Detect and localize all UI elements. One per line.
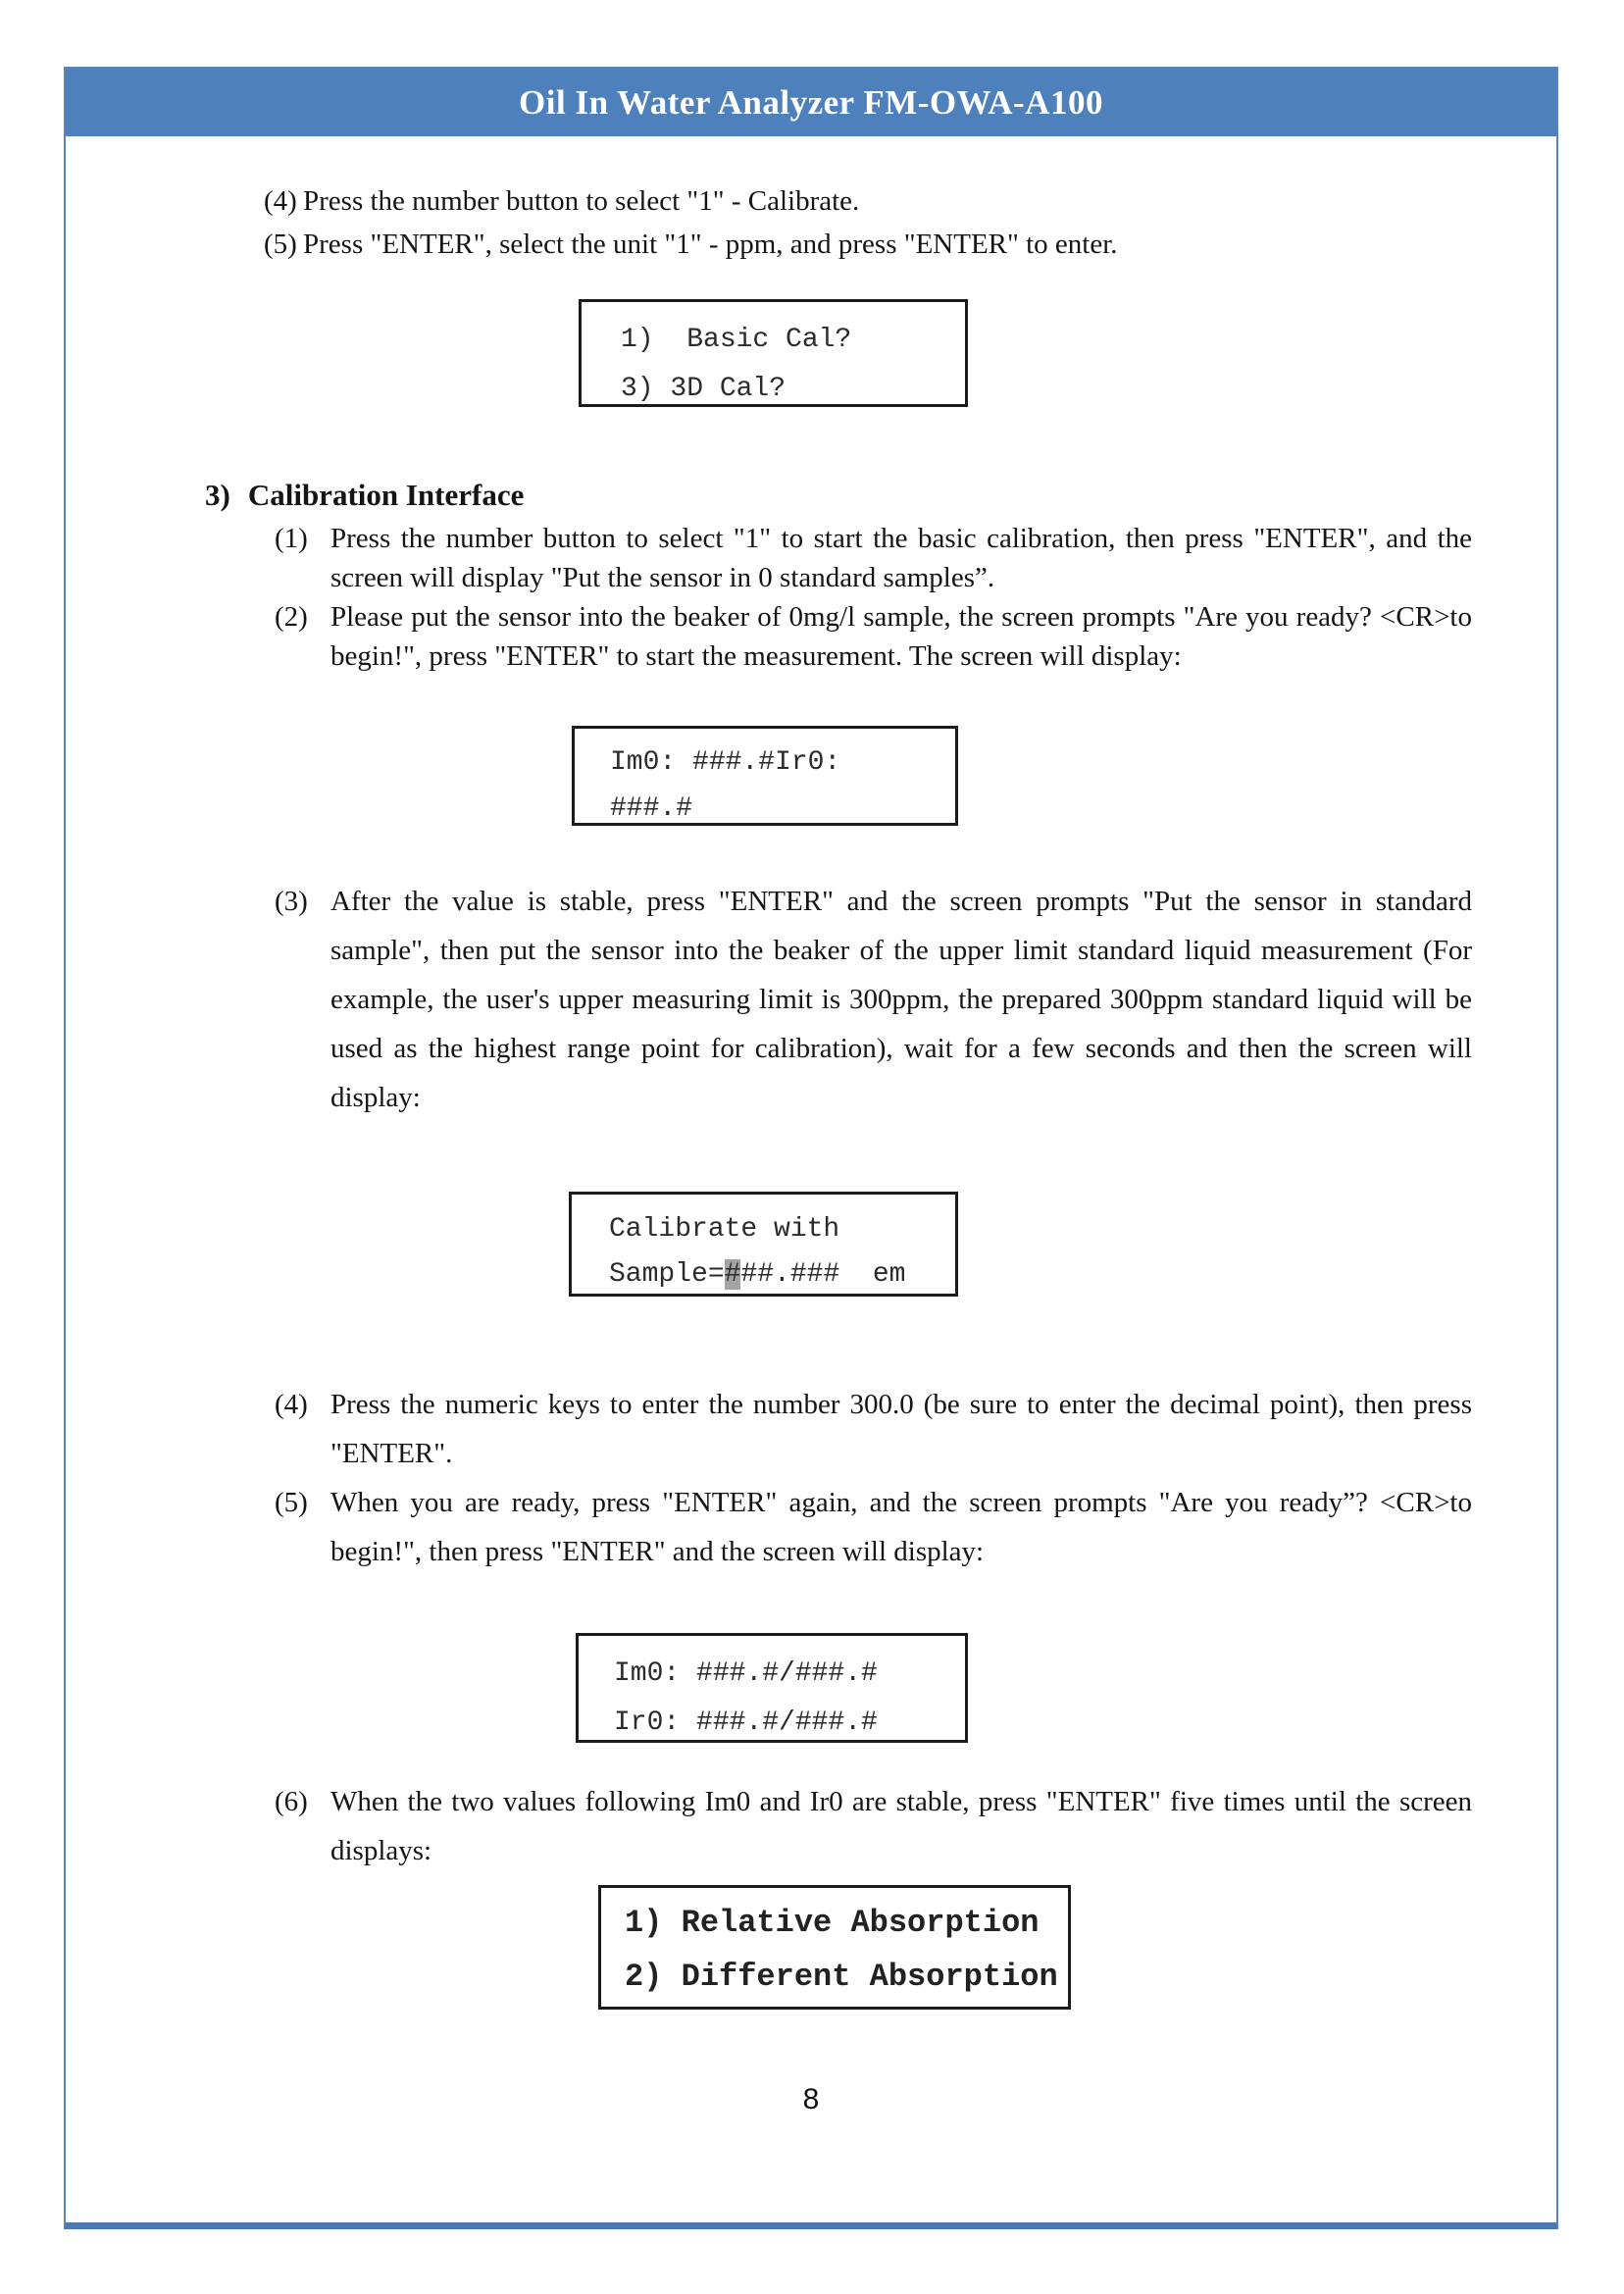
screen-line: Im0: ###.#Ir0:: [610, 747, 841, 778]
section-heading: [66, 478, 1556, 513]
list-item: [66, 179, 1556, 223]
screen-line: [609, 1252, 955, 1298]
screen-line: Im0: ###.#/###.#: [614, 1658, 878, 1689]
page-frame: [64, 67, 1558, 2229]
section-title: Calibration Interface: [247, 478, 525, 512]
page-title: Oil In Water Analyzer FM-OWA-A100: [519, 83, 1103, 122]
page-number: 8: [802, 2083, 820, 2116]
step-item: [66, 1478, 1556, 1576]
screen-line: 1) Relative Absorption: [625, 1905, 1040, 1941]
step-item: [66, 1380, 1556, 1478]
header-bar: [66, 69, 1556, 136]
lcd-screen-im0-ir0: [572, 726, 958, 826]
item-number: (4): [264, 185, 297, 217]
sample-prefix: Sample=: [609, 1259, 725, 1290]
list-item: [66, 223, 1556, 266]
item-text: Press the numeric keys to enter the number 300.0 (be sure to enter the decimal point), then press "ENTER".: [330, 1389, 1472, 1469]
lcd-screen-im0-ir0-ratio: [576, 1633, 968, 1743]
screen-line: Calibrate with: [609, 1214, 840, 1245]
lcd-screen-calibrate-with: [569, 1192, 958, 1297]
item-number: (6): [275, 1786, 308, 1817]
cursor-highlight: #: [724, 1259, 741, 1290]
item-text: Press "ENTER", select the unit "1" - ppm, and press "ENTER" to enter.: [303, 229, 1118, 260]
item-number: (2): [275, 601, 308, 633]
section-number: 3): [205, 478, 230, 512]
item-text: When you are ready, press "ENTER" again, and the screen prompts "Are you ready”? <CR>to begin!", then press "ENTER" and the screen will display:: [330, 1487, 1472, 1567]
item-number: (5): [275, 1487, 308, 1518]
item-text: Please put the sensor into the beaker of 0mg/l sample, the screen prompts "Are you ready? <CR>to begin!", press "ENTER" to start the measurement. The screen will display:: [330, 601, 1472, 672]
sample-suffix: ##.### em: [740, 1259, 906, 1290]
item-text: Press the number button to select "1" to start the basic calibration, then press "ENTER", and the screen will display "Put the sensor in 0 standard samples”.: [330, 523, 1472, 593]
step-item: [66, 877, 1556, 1171]
item-number: (4): [275, 1389, 308, 1420]
step-item: [66, 519, 1556, 597]
intro-list: [66, 179, 1556, 266]
screen-line: ###.#: [610, 793, 693, 824]
item-number: (1): [275, 523, 308, 554]
screen-line: 2) Different Absorption: [625, 1959, 1058, 1995]
step-item: [66, 597, 1556, 715]
screen-line: Ir0: ###.#/###.#: [614, 1708, 878, 1738]
lcd-screen-basic-cal: [579, 299, 968, 407]
lcd-screen-absorption-menu: [598, 1885, 1071, 2010]
item-text: When the two values following Im0 and Ir0 are stable, press "ENTER" five times until the screen displays:: [330, 1786, 1472, 1866]
screen-line: 3) 3D Cal?: [621, 374, 787, 404]
item-number: (3): [275, 886, 308, 917]
step-item: [66, 1777, 1556, 1875]
item-text: After the value is stable, press "ENTER" and the screen prompts "Put the sensor in standard sample", then put the sensor into the beaker of the upper limit standard liquid measurement (For example, the user's upper measuring limit is 300ppm, the prepared 300ppm standard liquid will be used as the highest range point for calibration), wait for a few seconds and then the screen will display:: [330, 886, 1472, 1113]
item-number: (5): [264, 229, 297, 260]
item-text: Press the number button to select "1" - Calibrate.: [303, 185, 860, 217]
screen-line: 1) Basic Cal?: [621, 325, 852, 355]
